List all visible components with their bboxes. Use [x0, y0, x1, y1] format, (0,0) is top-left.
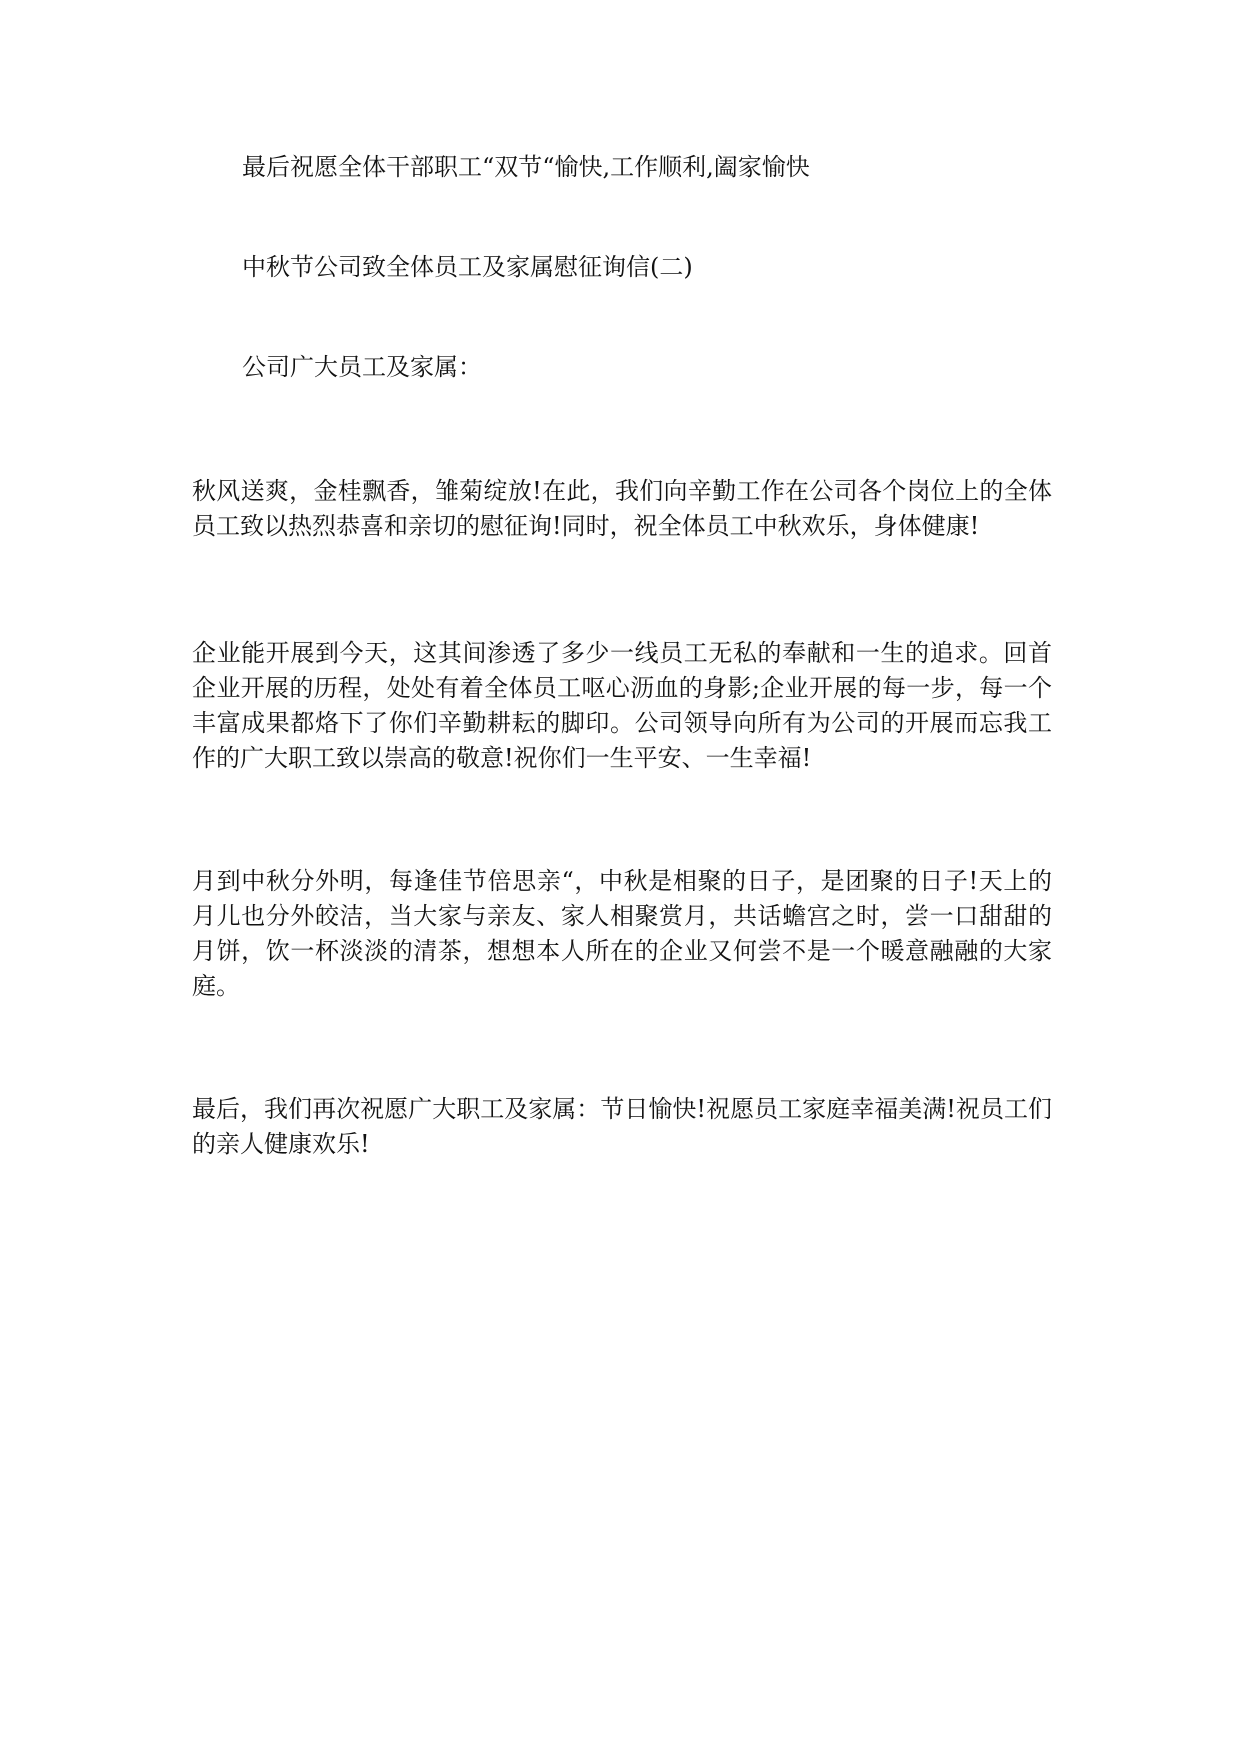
body-paragraph-closing: 最后，我们再次祝愿广大职工及家属：节日愉快!祝愿员工家庭幸福美满!祝员工们的亲人健康欢乐!	[192, 1095, 1052, 1158]
letter-title: 中秋节公司致全体员工及家属慰征询信(二)	[242, 253, 693, 281]
letter-salutation: 公司广大员工及家属：	[242, 353, 482, 381]
closing-wish-line: 最后祝愿全体干部职工“双节“愉快,工作顺利,阖家愉快	[242, 153, 810, 181]
body-paragraph-mid-autumn: 月到中秋分外明，每逢佳节倍思亲“，中秋是相聚的日子，是团聚的日子!天上的月儿也分外皎洁，当大家与亲友、家人相聚赏月，共话蟾宫之时，尝一口甜甜的月饼，饮一杯淡淡的清茶，想想本人所在的企业又何尝不是一个暖意融融的大家庭。	[192, 867, 1052, 1000]
body-paragraph-appreciation: 企业能开展到今天，这其间渗透了多少一线员工无私的奉献和一生的追求。回首企业开展的历程，处处有着全体员工呕心沥血的身影;企业开展的每一步，每一个丰富成果都烙下了你们辛勤耕耘的脚印。公司领导向所有为公司的开展而忘我工作的广大职工致以崇高的敬意!祝你们一生平安、一生幸福!	[192, 639, 1052, 772]
body-paragraph-greeting: 秋风送爽，金桂飘香，雏菊绽放!在此，我们向辛勤工作在公司各个岗位上的全体员工致以热烈恭喜和亲切的慰征询!同时，祝全体员工中秋欢乐，身体健康!	[192, 477, 1052, 540]
